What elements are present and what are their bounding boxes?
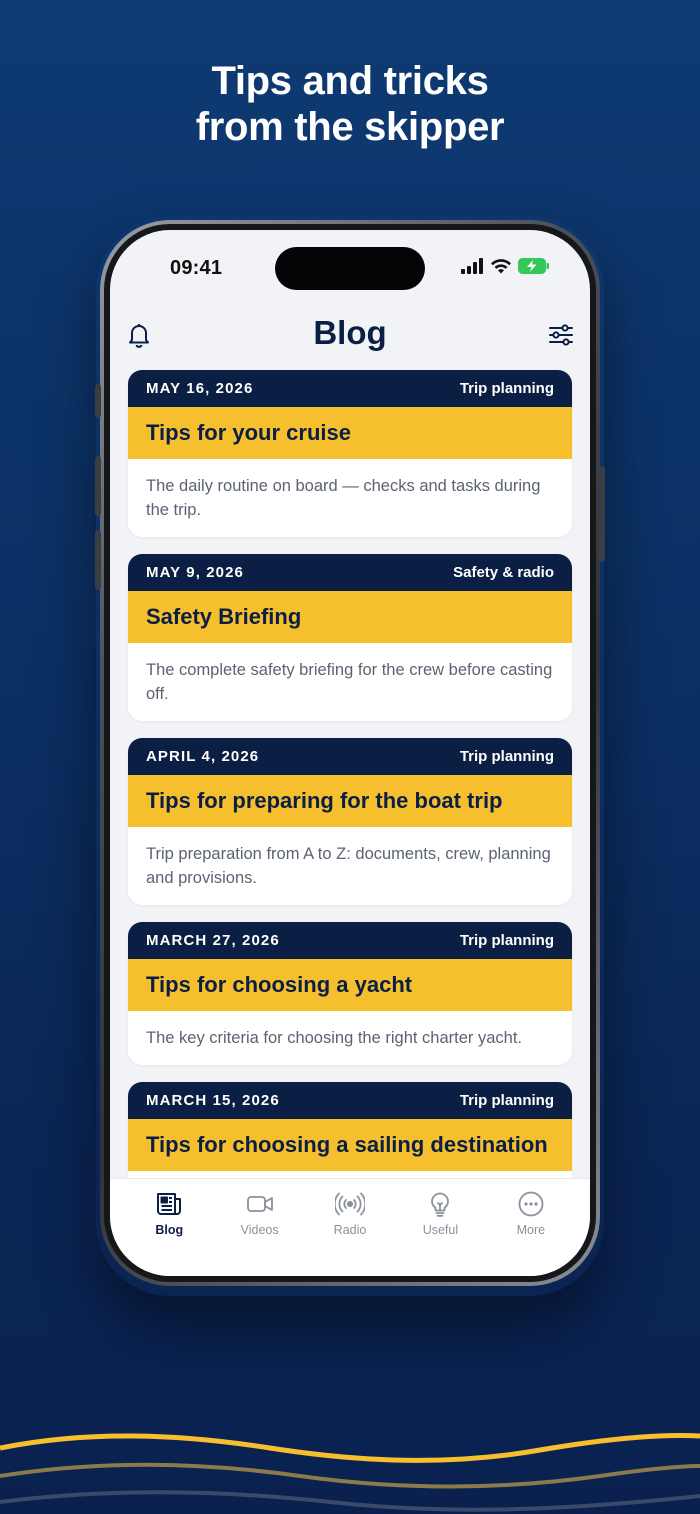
filter-sliders-icon[interactable] bbox=[546, 320, 576, 350]
blog-post-card[interactable] bbox=[128, 922, 572, 1065]
lightbulb-icon bbox=[425, 1189, 455, 1219]
post-category: Trip planning bbox=[459, 932, 554, 949]
post-category: Trip planning bbox=[459, 748, 554, 765]
battery-charging-icon bbox=[518, 258, 550, 274]
post-date: MAY 9, 2026 bbox=[146, 564, 244, 581]
more-dots-icon bbox=[516, 1189, 546, 1219]
headline-line-1: Tips and tricks bbox=[211, 59, 489, 103]
tab-label: Radio bbox=[333, 1223, 367, 1237]
tab-label: Videos bbox=[240, 1223, 279, 1237]
post-title: Tips for your cruise bbox=[128, 407, 572, 459]
cellular-signal-icon bbox=[460, 258, 484, 274]
post-description: The complete safety briefing for the crew before casting off. bbox=[146, 661, 553, 703]
tab-radio[interactable] bbox=[305, 1179, 395, 1276]
tab-label: More bbox=[516, 1223, 546, 1237]
tab-blog[interactable] bbox=[124, 1179, 214, 1276]
promo-headline bbox=[0, 58, 700, 150]
tab-videos[interactable] bbox=[214, 1179, 304, 1276]
action-button bbox=[95, 384, 101, 418]
post-meta bbox=[128, 738, 572, 775]
post-date: MARCH 27, 2026 bbox=[146, 932, 280, 949]
post-meta bbox=[128, 554, 572, 591]
power-button bbox=[599, 466, 605, 562]
headline-line-2: from the skipper bbox=[195, 105, 505, 149]
post-category: Trip planning bbox=[459, 380, 554, 397]
post-date: APRIL 4, 2026 bbox=[146, 748, 260, 765]
phone-screen bbox=[110, 230, 590, 1276]
tab-label: Useful bbox=[422, 1223, 459, 1237]
status-time: 09:41 bbox=[170, 257, 223, 279]
post-title: Safety Briefing bbox=[128, 591, 572, 643]
status-icons bbox=[460, 258, 550, 274]
blog-feed bbox=[128, 370, 572, 1218]
page-title: Blog bbox=[313, 314, 387, 351]
volume-down-button bbox=[95, 530, 101, 590]
post-meta bbox=[128, 370, 572, 407]
volume-up-button bbox=[95, 456, 101, 516]
post-date: MARCH 15, 2026 bbox=[146, 1092, 280, 1109]
post-category: Trip planning bbox=[459, 1092, 554, 1109]
decorative-waves bbox=[0, 1420, 700, 1514]
blog-post-card[interactable] bbox=[128, 554, 572, 721]
tab-label: Blog bbox=[155, 1223, 184, 1237]
post-meta bbox=[128, 1082, 572, 1119]
newspaper-icon bbox=[154, 1189, 184, 1219]
blog-post-card[interactable] bbox=[128, 738, 572, 905]
post-description: The daily routine on board — checks and tasks during the trip. bbox=[146, 477, 541, 519]
tab-more[interactable] bbox=[486, 1179, 576, 1276]
post-title: Tips for choosing a sailing destination bbox=[128, 1119, 572, 1171]
post-meta bbox=[128, 922, 572, 959]
dynamic-island bbox=[275, 247, 425, 290]
post-description: The key criteria for choosing the right charter yacht. bbox=[146, 1029, 523, 1047]
post-title: Tips for preparing for the boat trip bbox=[128, 775, 572, 827]
post-title: Tips for choosing a yacht bbox=[128, 959, 572, 1011]
tab-useful[interactable] bbox=[395, 1179, 485, 1276]
post-category: Safety & radio bbox=[453, 564, 554, 581]
radio-waves-icon bbox=[335, 1189, 365, 1219]
video-camera-icon bbox=[245, 1189, 275, 1219]
app-header bbox=[110, 308, 590, 368]
blog-post-card[interactable] bbox=[128, 370, 572, 537]
post-date: MAY 16, 2026 bbox=[146, 380, 254, 397]
tab-bar bbox=[110, 1178, 590, 1276]
wifi-icon bbox=[490, 258, 512, 274]
post-description: Trip preparation from A to Z: documents, crew, planning and provisions. bbox=[146, 845, 551, 887]
